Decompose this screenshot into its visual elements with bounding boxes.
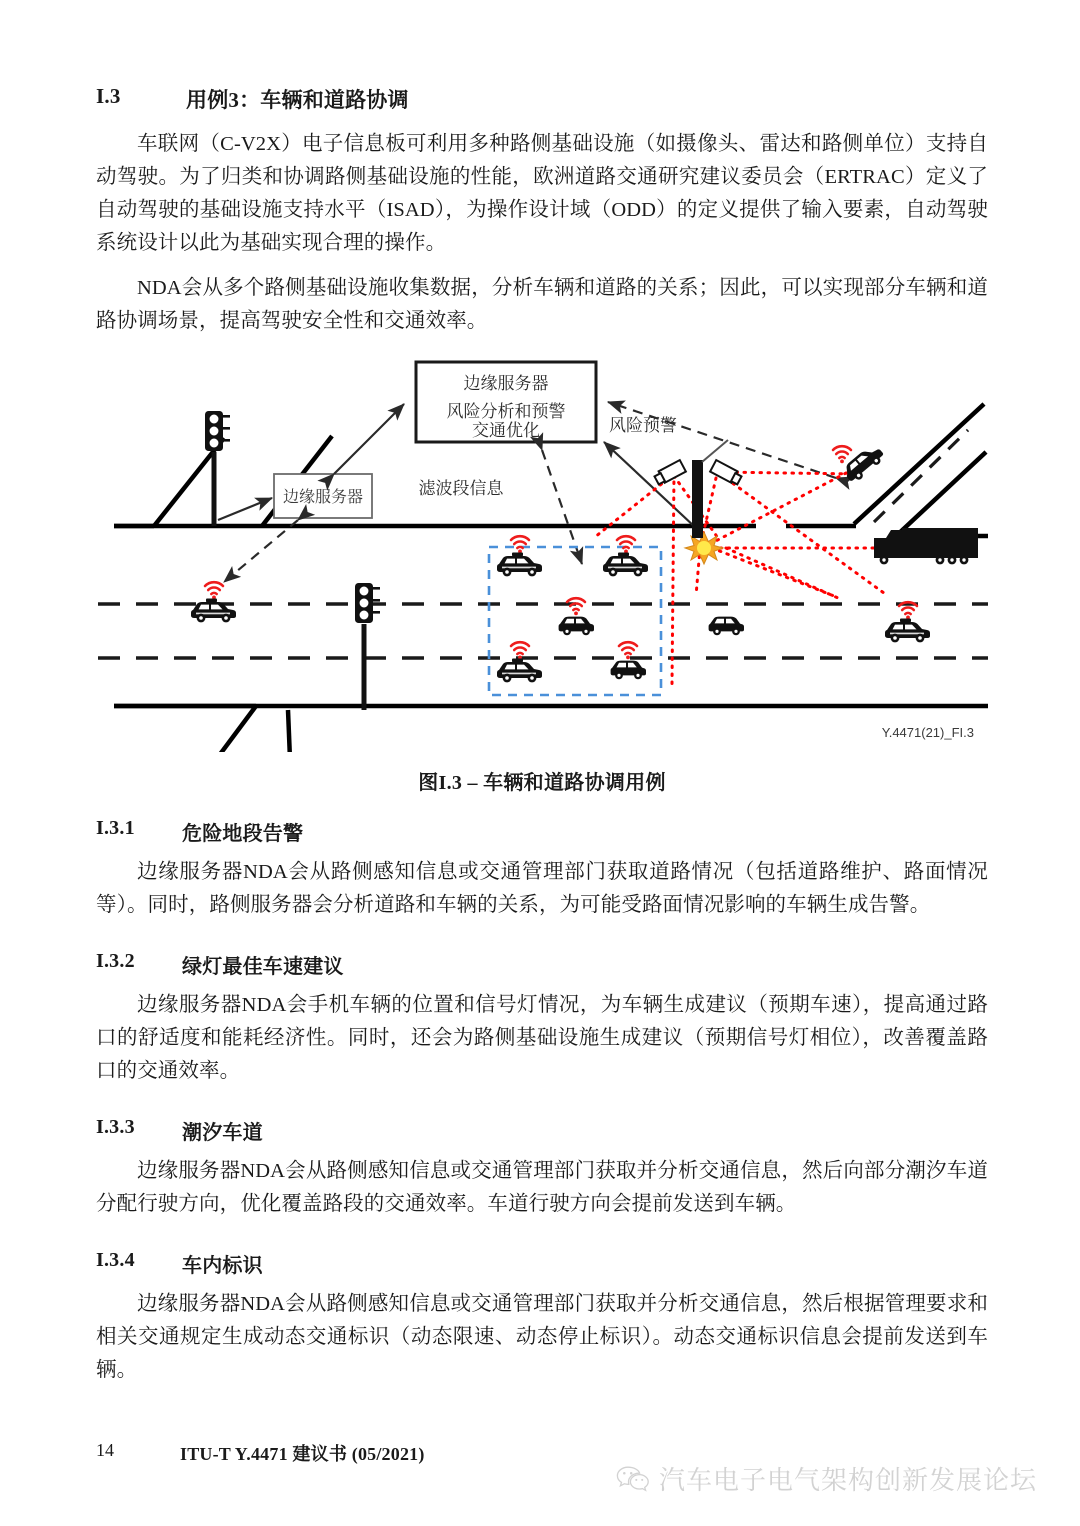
risk-warning-label: 风险预警: [609, 416, 677, 435]
edge-server-small-label: 边缘服务器: [282, 489, 364, 506]
wechat-logo-icon: [616, 1465, 650, 1493]
section-paragraph-2: NDA会从多个路侧基础设施收集数据，分析车辆和道路的关系；因此，可以实现部分车辆和道路协调场景，提高驾驶安全性和交通效率。: [96, 277, 988, 332]
camera-left-icon: [653, 460, 686, 486]
vehicle-av-zone-1: [497, 536, 542, 576]
subsection-number-2: I.3.2: [96, 950, 135, 972]
filtered-segment-info-label: 滤波段信息: [418, 479, 504, 498]
vehicle-av-right: [885, 602, 930, 642]
subsection-heading-1: [96, 817, 988, 846]
figure-id-label: Y.4471(21)_FI.3: [881, 725, 974, 740]
roadside-camera-pole: [653, 440, 742, 538]
vehicle-truck: [874, 528, 978, 564]
subsection-title-3: 潮汐车道: [182, 1122, 263, 1144]
section-title: 用例3：车辆和道路协调: [186, 88, 409, 112]
footer-page-number: 14: [96, 1440, 114, 1460]
section-heading: [96, 84, 988, 114]
page-content: [96, 84, 988, 1399]
subsection-heading-2: [96, 950, 988, 979]
subsection-number-1: I.3.1: [96, 817, 135, 839]
road-network: [98, 404, 988, 752]
subsection-title-1: 危险地段告警: [182, 823, 304, 845]
vehicle-hatch-plain: [709, 617, 744, 636]
vehicle-hatch-zone-5: [611, 642, 646, 679]
vehicle-av-zone-4: [497, 642, 542, 682]
edge-server-main-line1: 边缘服务器: [463, 374, 549, 393]
subsection-heading-4: [96, 1249, 988, 1278]
figure-caption: 图I.3 – 车辆和道路协调用例: [418, 772, 666, 794]
watermark-text: 汽车电子电气架构创新发展论坛: [659, 1466, 1038, 1496]
section-paragraph-1: 车联网（C-V2X）电子信息板可利用多种路侧基础设施（如摄像头、雷达和路侧单位）支持自动驾驶。为了归类和协调路侧基础设施的性能，欧洲道路交通研究建议委员会（ERTRAC）定义了自动驾驶的基础设施支持水平（ISAD），为操作设计域（ODD）的定义提供了输入要素，自动驾驶系统设计以此为基础实现合理的操作。: [96, 133, 988, 254]
footer-doc-reference: ITU-T Y.4471 建议书 (05/2021): [180, 1444, 425, 1464]
edge-server-main-box: [416, 362, 596, 442]
subsection-number-4: I.3.4: [96, 1249, 135, 1271]
subsection-body-2: 边缘服务器NDA会手机车辆的位置和信号灯情况，为车辆生成建议（预期车速），提高通过路口的舒适度和能耗经济性。同时，还会为路侧基础设施生成建议（预期信号灯相位），改善覆盖路口的交通效率。: [96, 994, 988, 1082]
subsection-body-3: 边缘服务器NDA会从路侧感知信息或交通管理部门获取并分析交通信息，然后向部分潮汐车道分配行驶方向，优化覆盖路段的交通效率。车道行驶方向会提前发送到车辆。: [96, 1160, 988, 1215]
subsection-body-1: 边缘服务器NDA会从路侧感知信息或交通管理部门获取道路情况（包括道路维护、路面情况等）。同时，路侧服务器会分析道路和车辆的关系，为可能受路面情况影响的车辆生成告警。: [96, 861, 988, 916]
traffic-light-lower-mid: [355, 583, 380, 710]
subsection-body-4: 边缘服务器NDA会从路侧感知信息或交通管理部门获取并分析交通信息，然后根据管理要求和相关交通规定生成动态交通标识（动态限速、动态停止标识）。动态交通标识信息会提前发送到车辆。: [96, 1293, 988, 1381]
subsection-heading-3: [96, 1116, 988, 1145]
edge-server-small-box: [274, 474, 372, 518]
section-number: I.3: [96, 84, 121, 108]
figure-vehicle-road-coordination: [96, 352, 988, 752]
watermark: [616, 1460, 1037, 1497]
vehicle-av-zone-2: [603, 536, 648, 576]
edge-server-main-line3: 交通优化: [472, 421, 540, 440]
sensor-detection-rays: [595, 472, 914, 684]
subsection-number-3: I.3.3: [96, 1116, 135, 1138]
edge-server-main-line2: 风险分析和预警: [446, 402, 566, 421]
subsection-title-4: 车内标识: [182, 1255, 263, 1277]
subsection-title-2: 绿灯最佳车速建议: [182, 956, 344, 978]
traffic-light-upper-left: [205, 411, 230, 526]
vehicle-ramp-wifi: [833, 446, 851, 463]
